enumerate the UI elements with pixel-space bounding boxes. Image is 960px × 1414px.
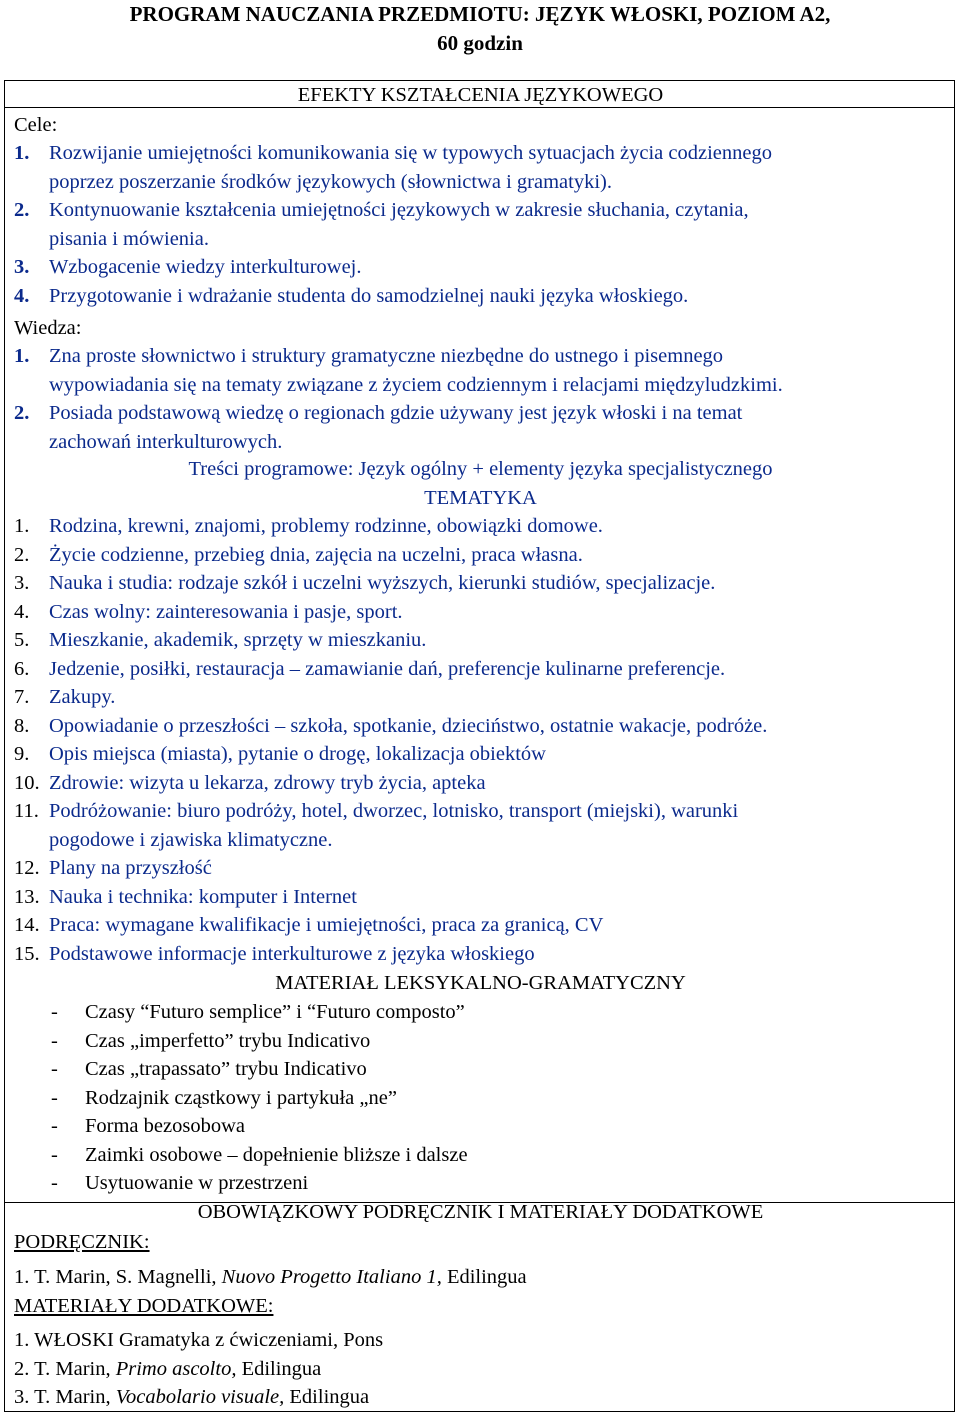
- textbook-entry: [14, 1263, 527, 1291]
- item-text: Podstawowe informacje interkulturowe z języka włoskiego: [49, 942, 535, 965]
- grammar-dash: -: [51, 1058, 58, 1080]
- entry-publisher: Edilingua: [284, 1386, 370, 1408]
- item-number: 1.: [14, 345, 30, 367]
- item-number: 5.: [14, 629, 30, 651]
- item-text: wypowiadania się na tematy związane z życiem codziennym i relacjami międzyludzkimi.: [49, 373, 783, 396]
- grammar-item: Forma bezosobowa: [85, 1115, 245, 1137]
- grammar-dash: -: [51, 1143, 58, 1166]
- item-number: 6.: [14, 657, 30, 680]
- item-text: Posiada podstawową wiedzę o regionach gdzie używany jest język włoski i na temat: [49, 402, 743, 424]
- item-number: 8.: [14, 714, 30, 737]
- entry-title: Vocabolario visuale,: [115, 1386, 285, 1408]
- item-text: Rodzina, krewni, znajomi, problemy rodzinne, obowiązki domowe.: [49, 515, 603, 537]
- item-text: Praca: wymagane kwalifikacje i umiejętności, praca za granicą, CV: [49, 914, 604, 936]
- item-number: 13.: [14, 885, 40, 908]
- grammar-dash: -: [51, 1086, 58, 1109]
- entry-publisher: Edilingua: [236, 1357, 322, 1380]
- item-text: zachowań interkulturowych.: [49, 430, 283, 453]
- entry-text: 3. T. Marin,: [14, 1386, 116, 1408]
- item-number: 2.: [14, 543, 30, 566]
- item-number: 15.: [14, 942, 40, 965]
- item-number: 4.: [14, 600, 30, 623]
- item-text: Nauka i studia: rodzaje szkół i uczelni wyższych, kierunki studiów, specjalizacje.: [49, 572, 716, 594]
- item-text: Przygotowanie i wdrażanie studenta do samodzielnej nauki języka włoskiego.: [49, 284, 689, 307]
- item-number: 2.: [14, 402, 30, 424]
- textbook-label: PODRĘCZNIK:: [14, 1231, 150, 1253]
- item-text: poprzez poszerzanie środków językowych (słownictwa i gramatyki).: [49, 170, 612, 193]
- program-heading: Treści programowe: Język ogólny + elementy języka specjalistycznego: [188, 458, 773, 480]
- item-text: Nauka i technika: komputer i Internet: [49, 885, 357, 908]
- item-text: Opis miejsca (miasta), pytanie o drogę, lokalizacja obiektów: [49, 743, 546, 765]
- item-text: pisania i mówienia.: [49, 227, 209, 250]
- extra-material-entry: [14, 1355, 321, 1383]
- item-number: 11.: [14, 800, 39, 822]
- item-text: Zna proste słownictwo i struktury gramatyczne niezbędne do ustnego i pisemnego: [49, 345, 724, 367]
- item-text: Jedzenie, posiłki, restauracja – zamawianie dań, preferencje kulinarne preferencje.: [49, 657, 726, 680]
- title-line-2: 60 godzin: [437, 31, 523, 55]
- item-text: Rozwijanie umiejętności komunikowania się w typowych sytuacjach życia codziennego: [49, 142, 772, 164]
- entry-text: 1. WŁOSKI Gramatyka z ćwiczeniami, Pons: [14, 1329, 384, 1351]
- item-text: Zdrowie: wizyta u lekarza, zdrowy tryb życia, apteka: [49, 771, 486, 794]
- grammar-dash: -: [51, 1001, 58, 1023]
- program-table: [4, 80, 955, 1412]
- grammar-item: Czas „imperfetto” trybu Indicativo: [85, 1029, 371, 1052]
- materials-heading: OBOWIĄZKOWY PODRĘCZNIK I MATERIAŁY DODATKOWE: [197, 1201, 764, 1223]
- grammar-item: Czasy “Futuro semplice” i “Futuro composto”: [85, 1001, 465, 1023]
- item-text: Podróżowanie: biuro podróży, hotel, dworzec, lotnisko, transport (miejski), warunki: [49, 800, 739, 822]
- grammar-heading: MATERIAŁ LEKSYKALNO-GRAMATYCZNY: [275, 972, 686, 994]
- entry-text: 2. T. Marin,: [14, 1357, 116, 1380]
- item-number: 1.: [14, 142, 30, 164]
- grammar-item: Usytuowanie w przestrzeni: [85, 1172, 309, 1194]
- item-text: Mieszkanie, akademik, sprzęty w mieszkaniu.: [49, 629, 427, 651]
- entry-publisher: Edilingua: [441, 1266, 527, 1288]
- topics-heading: TEMATYKA: [424, 487, 537, 509]
- effects-heading: EFEKTY KSZTAŁCENIA JĘZYKOWEGO: [297, 84, 664, 106]
- item-number: 1.: [14, 515, 30, 537]
- goals-label: Cele:: [14, 114, 58, 136]
- extra-materials-label: MATERIAŁY DODATKOWE:: [14, 1295, 274, 1317]
- grammar-item: Rodzajnik cząstkowy i partykuła „ne”: [85, 1086, 397, 1109]
- item-text: Opowiadanie o przeszłości – szkoła, spotkanie, dzieciństwo, ostatnie wakacje, podróże.: [49, 714, 768, 737]
- item-number: 7.: [14, 686, 30, 708]
- item-number: 3.: [14, 572, 30, 594]
- item-text: Zakupy.: [49, 686, 116, 708]
- grammar-item: Zaimki osobowe – dopełnienie bliższe i dalsze: [85, 1143, 468, 1166]
- item-text: Czas wolny: zainteresowania i pasje, sport.: [49, 600, 403, 623]
- extra-material-entry: [14, 1383, 369, 1411]
- document-title: [0, 0, 960, 58]
- item-text: pogodowe i zjawiska klimatyczne.: [49, 828, 333, 851]
- entry-text: 1. T. Marin, S. Magnelli,: [14, 1266, 222, 1288]
- item-text: Kontynuowanie kształcenia umiejętności językowych w zakresie słuchania, czytania,: [49, 199, 749, 221]
- knowledge-label: Wiedza:: [14, 317, 82, 339]
- entry-title: Primo ascolto,: [115, 1357, 237, 1380]
- item-text: Życie codzienne, przebieg dnia, zajęcia na uczelni, praca własna.: [49, 543, 583, 566]
- item-text: Wzbogacenie wiedzy interkulturowej.: [49, 256, 362, 278]
- title-line-1: PROGRAM NAUCZANIA PRZEDMIOTU: JĘZYK WŁOSKI, POZIOM A2,: [129, 2, 831, 26]
- grammar-dash: -: [51, 1115, 58, 1137]
- item-number: 9.: [14, 743, 30, 765]
- item-number: 4.: [14, 284, 30, 307]
- grammar-dash: -: [51, 1029, 58, 1052]
- grammar-item: Czas „trapassato” trybu Indicativo: [85, 1058, 367, 1080]
- item-text: Plany na przyszłość: [49, 857, 212, 879]
- extra-material-entry: [14, 1326, 383, 1354]
- item-number: 12.: [14, 857, 40, 879]
- item-number: 2.: [14, 199, 30, 221]
- item-number: 3.: [14, 256, 30, 278]
- grammar-dash: -: [51, 1172, 58, 1194]
- entry-title: Nuovo Progetto Italiano 1,: [221, 1266, 442, 1288]
- item-number: 14.: [14, 914, 40, 936]
- item-number: 10.: [14, 771, 40, 794]
